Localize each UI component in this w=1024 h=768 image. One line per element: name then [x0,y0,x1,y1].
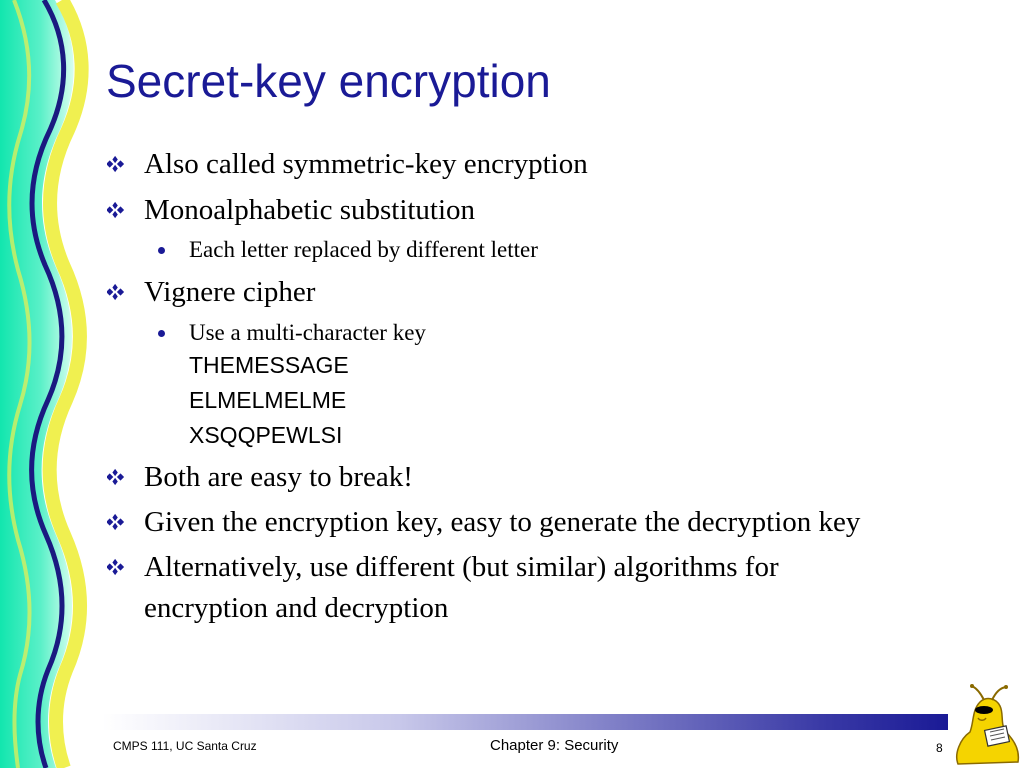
bullet-text: Monoalphabetic substitution [144,194,476,226]
cipher-plaintext: THEMESSAGE [189,352,349,378]
diamond-bullet-icon [107,558,125,578]
cipher-key: ELMELMELME [189,387,347,413]
diamond-bullet-icon [107,468,125,488]
footer-chapter: Chapter 9: Security [490,737,619,754]
diamond-bullet-icon [107,283,125,303]
page-number: 8 [936,741,943,755]
bullet-text: Given the encryption key, easy to generate the decryption key [144,506,861,538]
bullet-text-continued: encryption and decryption [144,592,449,624]
diamond-bullet-icon [107,201,125,221]
sub-bullet-text: Use a multi-character key [189,320,426,345]
footer-gradient-bar [102,714,948,730]
left-wave-decoration [0,0,100,768]
sub-bullet-text: Each letter replaced by different letter [189,237,538,262]
diamond-bullet-icon [107,155,125,175]
diamond-bullet-icon [107,513,125,533]
dot-bullet-icon [158,247,165,254]
dot-bullet-icon [158,330,165,337]
footer-course: CMPS 111, UC Santa Cruz [113,739,257,753]
slide-title: Secret-key encryption [106,55,551,107]
bullet-text: Both are easy to break! [144,461,413,493]
slug-mascot-icon [950,684,1024,768]
bullet-text: Alternatively, use different (but similar) algorithms for [144,551,779,583]
bullet-text: Also called symmetric-key encryption [144,148,588,180]
cipher-ciphertext: XSQQPEWLSI [189,422,343,448]
bullet-text: Vignere cipher [144,276,316,308]
